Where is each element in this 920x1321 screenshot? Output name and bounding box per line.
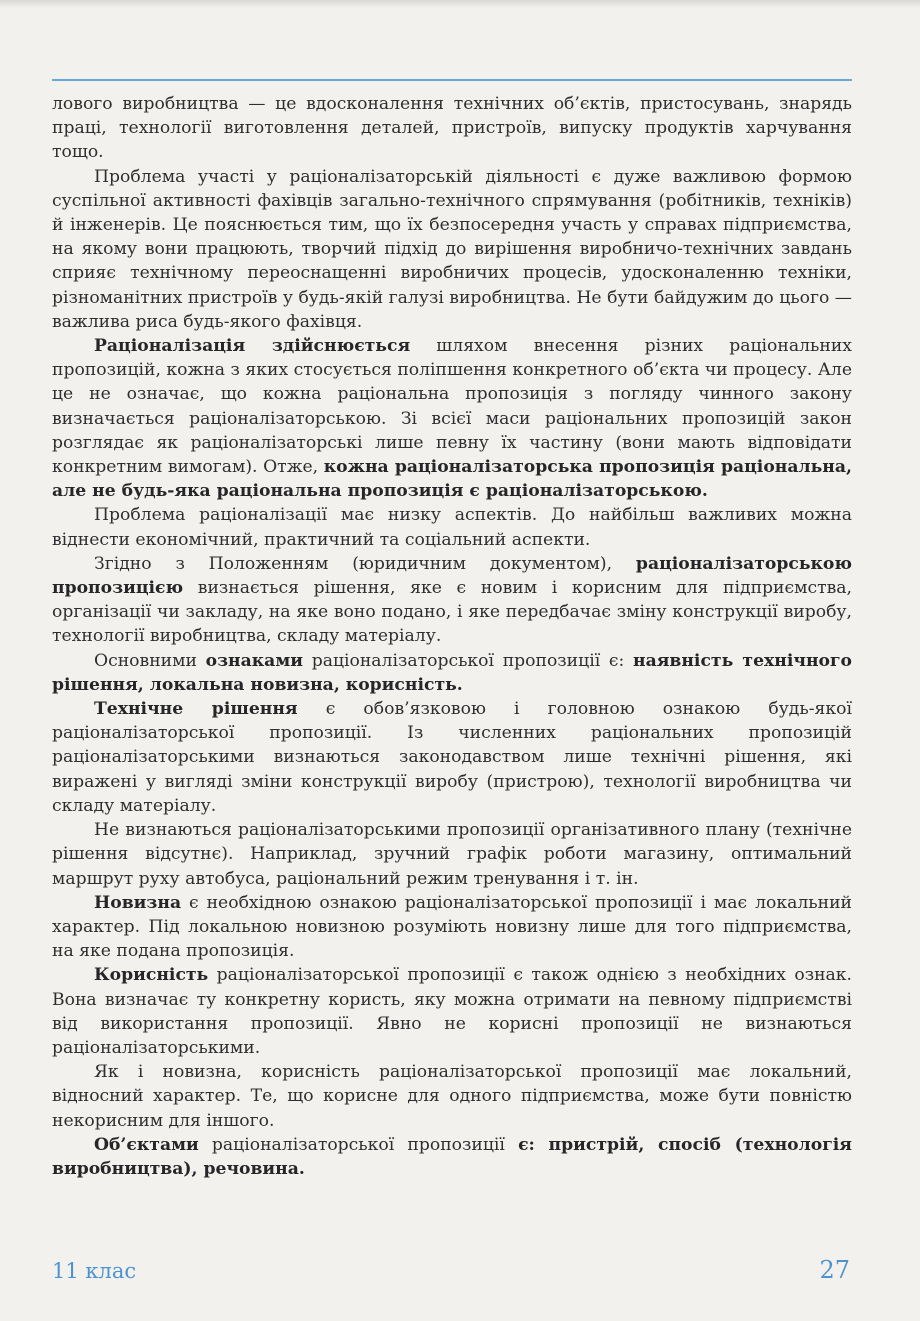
paragraph-3 xyxy=(52,334,852,503)
paragraph-text: є необхідною ознакою раціоналізаторської пропозиції і має локальний характер. Під локальною новизною розуміють новизну лише для того підприємства, на яке подана пропозиція. xyxy=(52,892,852,962)
bold-term: Технічне рішення xyxy=(94,699,298,720)
bold-statement: кожна раціоналізаторська пропозиція раціональна, але не будь-яка раціональна пропозиція є раціоналізаторською. xyxy=(52,457,852,502)
paragraph-text: раціоналізаторської пропозиції є: xyxy=(303,650,633,671)
paragraph-text: раціоналізаторської пропозиції є також однією з необхідних ознак. Вона визначає ту конкретну користь, яку можна отримати на певному підприємстві від використання пропозиції. Явно не корисні пропозиції не визнаються раціоналізаторськими. xyxy=(52,965,852,1058)
paragraph-1: лового виробництва — це вдосконалення технічних об’єктів, пристосувань, знарядь праці, технології виготовлення деталей, пристроїв, випуску продуктів харчування тощо. xyxy=(52,94,852,163)
paragraph-10 xyxy=(52,963,852,1060)
page-body xyxy=(52,92,852,1181)
header-rule xyxy=(52,79,852,81)
paragraph-7 xyxy=(52,697,852,818)
bold-statement: наявність технічного рішення, локальна новизна, корисність. xyxy=(52,650,852,695)
page-top-edge xyxy=(0,0,920,8)
paragraph-8: Не визнаються раціоналізаторськими пропозиції організативного плану (технічне рішення відсутнє). Наприклад, зручний графік роботи магазину, оптимальний маршрут руху автобуса, раціональний режим тренування і т. ін. xyxy=(52,820,852,889)
paragraph-2: Проблема участі у раціоналізаторській діяльності є дуже важливою формою суспільної активності фахівців загально-технічного спрямування (робітників, техніків) й інженерів. Це пояснюється тим, що їх безпосередня участь у справах підприємства, на якому вони працюють, творчий підхід до вирішення виробничо-технічних завдань сприяє технічному переоснащенні виробничих процесів, удосконаленню техніки, різноманітних пристроїв у будь-якій галузі виробництва. Не бути байдужим до цього — важлива риса будь-якого фахівця. xyxy=(52,166,852,332)
paragraph-text: Основними xyxy=(94,650,206,671)
paragraph-6 xyxy=(52,649,852,697)
bold-term: Об’єктами xyxy=(94,1134,199,1155)
bold-term: Новизна xyxy=(94,892,182,913)
paragraph-9 xyxy=(52,891,852,964)
bold-statement: є: пристрій, спосіб (технологія виробництва), речовина. xyxy=(52,1134,852,1179)
bold-term: Корисність xyxy=(94,965,209,986)
paragraph-12 xyxy=(52,1133,852,1181)
paragraph-text: шляхом внесення різних раціональних пропозицій, кожна з яких стосується поліпшення конкретного об’єкта чи процесу. Але це не означає, що кожна раціональна пропозиція з погляду чинного закону визначається раціоналізаторською. Зі всієї маси раціональних пропозицій закон розглядає як раціоналізаторські лише певну їх частину (вони мають відповідати конкретним вимогам). Отже, xyxy=(52,336,852,478)
bold-term: Раціоналізація здійснюється xyxy=(94,336,411,357)
footer-grade-label: 11 клас xyxy=(52,1259,137,1283)
paragraph-4: Проблема раціоналізації має низку аспектів. До найбільш важливих можна віднести економічний, практичний та соціальний аспекти. xyxy=(52,505,852,550)
paragraph-text: визнається рішення, яке є новим і корисним для підприємства, організації чи закладу, на яке воно подано, і яке передбачає зміну конструкції виробу, технології виробництва, складу матеріалу. xyxy=(52,578,852,647)
paragraph-text: Згідно з Положенням (юридичним документом), xyxy=(94,553,636,574)
paragraph-text: є обов’язковою і головною ознакою будь-якої раціоналізаторської пропозиції. Із численних раціональних пропозицій раціоналізаторськими визнаються законодавством лише технічні рішення, які виражені у вигляді зміни конструкції виробу (пристрою), технології виробництва чи складу матеріалу. xyxy=(52,699,852,816)
page-number: 27 xyxy=(819,1256,850,1284)
bold-term: раціоналізаторською пропозицією xyxy=(52,553,852,599)
paragraph-text: раціоналізаторської пропозиції xyxy=(198,1134,519,1155)
bold-term: ознаками xyxy=(205,650,304,671)
paragraph-5 xyxy=(52,552,852,649)
paragraph-11: Як і новизна, корисність раціоналізаторської пропозиції має локальний, відносний характер. Те, що корисне для одного підприємства, може бути повністю некорисним для іншого. xyxy=(52,1062,852,1131)
